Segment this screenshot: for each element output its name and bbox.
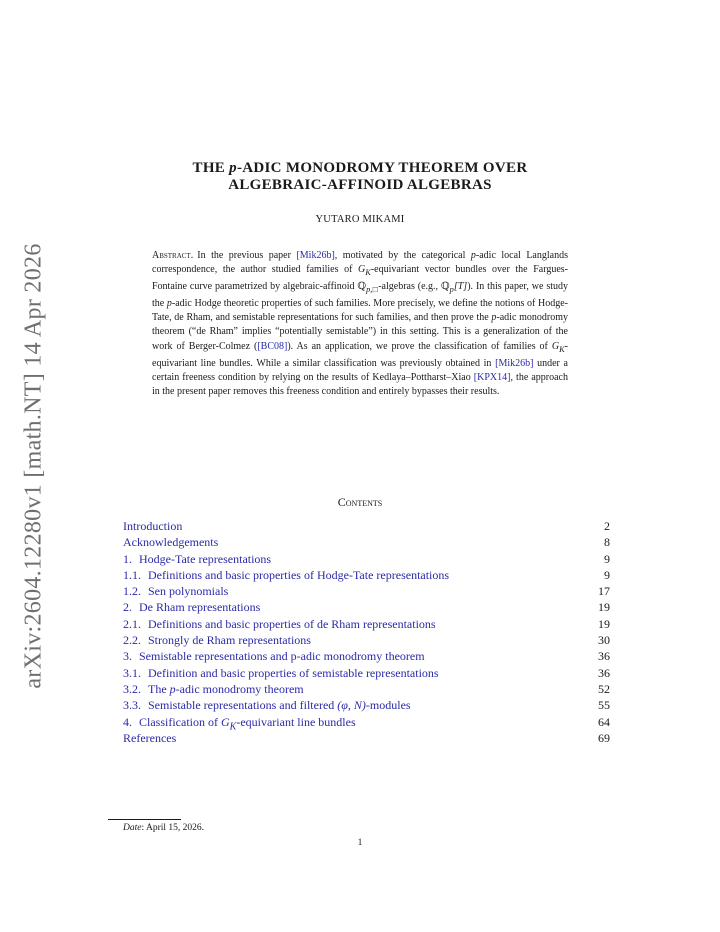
citation-mik26b-2[interactable]: [Mik26b]	[495, 357, 534, 369]
title-line-2: ALGEBRAIC-AFFINOID ALGEBRAS	[228, 177, 492, 193]
toc-entry-section-3[interactable]: 3. Semistable representations and p-adic monodromy theorem 36	[123, 649, 610, 664]
author: YUTARO MIKAMI	[315, 214, 405, 225]
abstract: Abstract. In the previous paper [Mik26b], motivated by the categorical p-adic local Langlands correspondence, the author studied families of $G_K$-equivariant vector bundles over the Fargues-Fontaine curve parametrized by algebraic-affinoid ℚ$_{p,□}$-algebras (e.g., ℚ$_p$[T]). In this paper, we study the p-adic Hodge theoretic properties of such families. More precisely, we define the notions of Hodge-Tate, de Rham, and semistable representations for such families, and then prove the p-adic monodromy theorem (“de Rham” implies “potentially semistable”) in this setting. This is a generalization of the work of Berger-Colmez ([BC08]). As an application, we prove the classification of families of $G_K$-equivariant line bundles. While a similar classification was previously obtained in [Mik26b] under a certain freeness condition by relying on the results of Kedlaya–Pottharst–Xiao [KPX14], the approach in the present paper removes this freeness condition and entirely bypasses their results.	[152, 250, 569, 397]
toc-entry-references[interactable]: References 69	[123, 730, 610, 745]
title-line-1: THE p-ADIC MONODROMY THEOREM OVER	[192, 160, 528, 176]
toc-entry-acknowledgements[interactable]: Acknowledgements 8	[123, 535, 610, 550]
toc-entry-section-2-2[interactable]: 2.2. Strongly de Rham representations 30	[123, 633, 610, 648]
toc-entry-section-1-2[interactable]: 1.2. Sen polynomials 17	[123, 584, 610, 599]
date-footnote: Date: April 15, 2026.	[123, 823, 205, 833]
toc-entry-section-3-3[interactable]: 3.3. Semistable representations and filtered (φ, N)-modules 55	[123, 698, 610, 713]
table-of-contents	[123, 518, 610, 746]
toc-entry-section-4[interactable]: 4. Classification of $G_K$-equivariant line bundles 64	[123, 714, 610, 732]
page-number: 1	[357, 838, 363, 848]
citation-kpx14[interactable]: [KPX14]	[473, 371, 511, 383]
contents-heading: Contents	[337, 495, 383, 509]
citation-bc08[interactable]: [BC08]	[257, 340, 288, 352]
toc-entry-introduction[interactable]: Introduction 2	[123, 519, 610, 533]
toc-entry-section-1[interactable]: 1. Hodge-Tate representations 9	[123, 551, 610, 566]
citation-mik26b[interactable]: [Mik26b]	[296, 250, 335, 261]
toc-entry-section-3-2[interactable]: 3.2. The p-adic monodromy theorem 52	[123, 681, 610, 696]
footnote-rule	[108, 819, 181, 820]
toc-entry-section-2[interactable]: 2. De Rham representations 19	[123, 600, 610, 615]
paper-title	[120, 160, 600, 194]
abstract-label: Abstract.	[152, 250, 194, 261]
toc-entry-section-3-1[interactable]: 3.1. Definition and basic properties of semistable representations 36	[123, 665, 610, 680]
toc-entry-section-1-1[interactable]: 1.1. Definitions and basic properties of Hodge-Tate representations 9	[123, 567, 610, 582]
toc-entry-section-2-1[interactable]: 2.1. Definitions and basic properties of de Rham representations 19	[123, 616, 610, 631]
arxiv-identifier: arXiv:2604.12280v1 [math.NT] 14 Apr 2026	[20, 243, 47, 689]
